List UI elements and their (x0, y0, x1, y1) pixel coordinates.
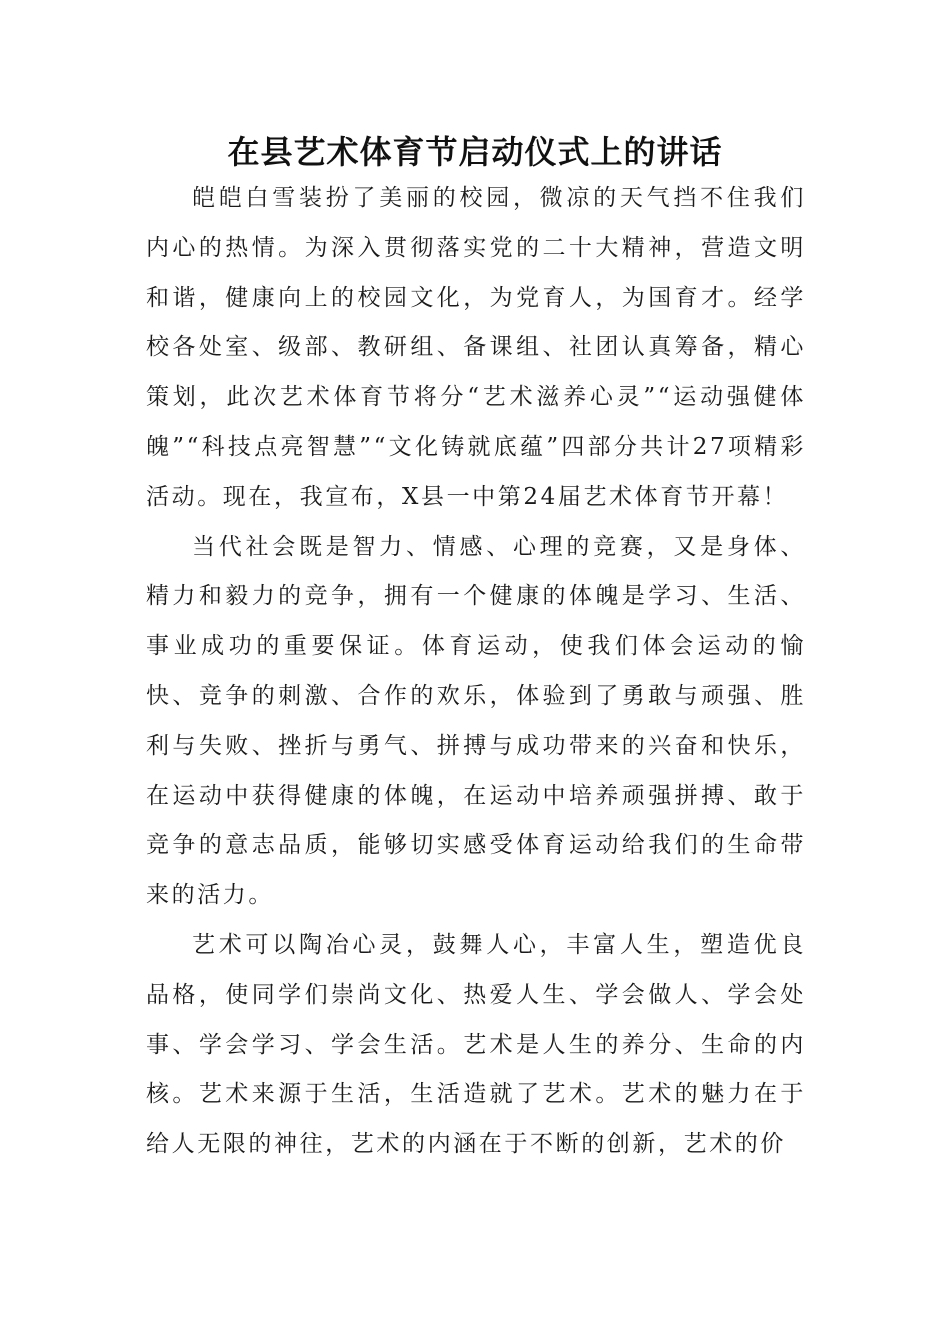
paragraph-arts: 艺术可以陶冶心灵，鼓舞人心，丰富人生，塑造优良品格，使同学们崇尚文化、热爱人生、学会做人、学会处事、学会学习、学会生活。艺术是人生的养分、生命的内核。艺术来源于生活，生活造就了艺术。艺术的魅力在于给人无限的神往，艺术的内涵在于不断的创新，艺术的价 (146, 931, 806, 1158)
document-body (146, 174, 806, 1170)
paragraph-opening: 皑皑白雪装扮了美丽的校园，微凉的天气挡不住我们内心的热情。为深入贯彻落实党的二十大精神，营造文明和谐，健康向上的校园文化，为党育人，为国育才。经学校各处室、级部、教研组、备课组、社团认真筹备，精心策划，此次艺术体育节将分“艺术滋养心灵”“运动强健体魄”“科技点亮智慧”“文化铸就底蕴”四部分共计27项精彩活动。现在，我宣布，X县一中第24届艺术体育节开幕！ (146, 185, 806, 510)
paragraph-sports: 当代社会既是智力、情感、心理的竞赛，又是身体、精力和毅力的竞争，拥有一个健康的体魄是学习、生活、事业成功的重要保证。体育运动，使我们体会运动的愉快、竞争的刺激、合作的欢乐，体验到了勇敢与顽强、胜利与失败、挫折与勇气、拼搏与成功带来的兴奋和快乐，在运动中获得健康的体魄，在运动中培养顽强拼搏、敢于竞争的意志品质，能够切实感受体育运动给我们的生命带来的活力。 (146, 533, 806, 909)
document-title: 在县艺术体育节启动仪式上的讲话 (227, 133, 723, 171)
